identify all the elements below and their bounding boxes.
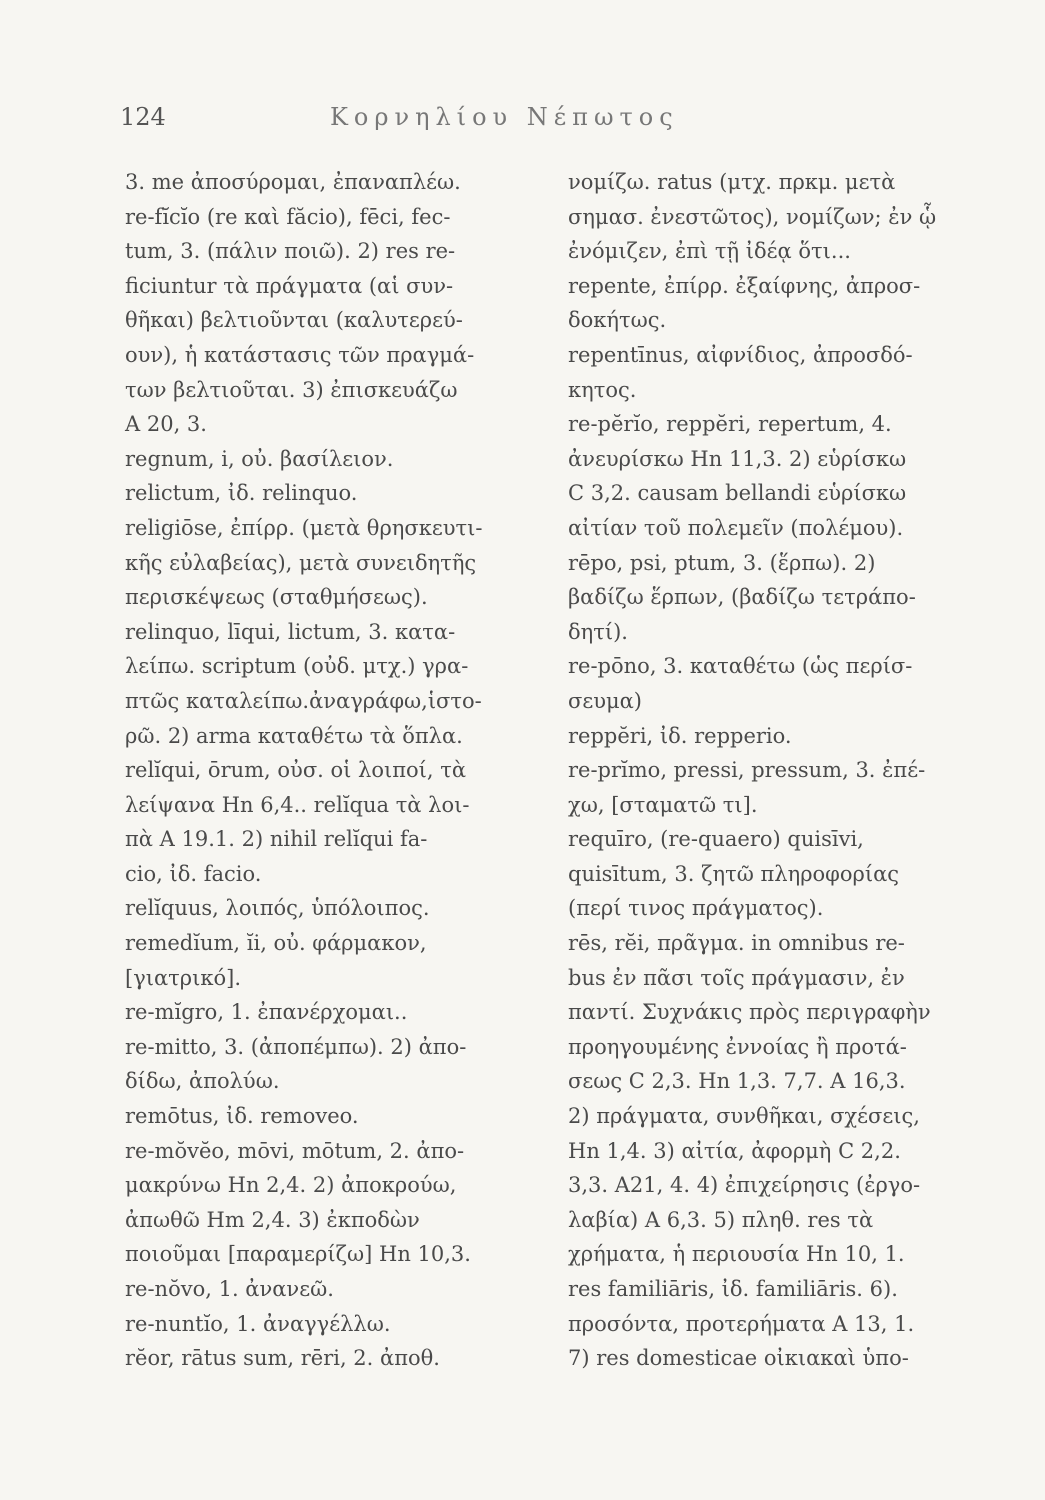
text-line: λείψανα Hn 6,4.. relĭqua τὰ λοι- xyxy=(125,792,470,817)
text-line: rĕor, rātus sum, rēri, 2. ἀποθ. xyxy=(125,1346,440,1371)
text-line: relictum, ἰδ. relinquo. xyxy=(125,481,358,506)
text-line: remōtus, ἰδ. removeo. xyxy=(125,1104,359,1129)
text-line: bus ἐν πᾶσι τοῖς πράγμασιν, ἐν xyxy=(568,965,905,990)
right-column xyxy=(568,165,998,1376)
text-line: ἀνευρίσκω Hn 11,3. 2) εὑρίσκω xyxy=(568,446,907,471)
text-line: res familiāris, ἰδ. familiāris. 6). xyxy=(568,1277,898,1301)
text-line: quisītum, 3. ζητῶ πληροφορίας xyxy=(568,861,900,886)
text-line: re-mitto, 3. (ἀποπέμπω). 2) ἀπο- xyxy=(125,1034,467,1059)
text-line: κητος. xyxy=(568,377,637,402)
text-line: θῆκαι) βελτιοῦνται (καλυτερεύ- xyxy=(125,308,463,333)
text-line: reppĕri, ἰδ. repperio. xyxy=(568,723,792,748)
text-line: λαβία) A 6,3. 5) πληθ. res τὰ xyxy=(568,1207,874,1232)
text-line: δοκήτως. xyxy=(568,308,667,333)
text-line: προσόντα, προτερήματα A 13, 1. xyxy=(568,1311,915,1336)
text-line: (περί τινος πράγματος). xyxy=(568,896,824,921)
page-number: 124 xyxy=(120,103,166,131)
text-line: remedĭum, ĭi, οὐ. φάρμακον, xyxy=(125,931,427,956)
text-line: re-pĕrĭo, reppĕri, repertum, 4. xyxy=(568,412,892,437)
text-line: ἐνόμιζεν, ἐπὶ τῇ ἰδέᾳ ὅτι... xyxy=(568,239,851,264)
text-line: re-mĭgro, 1. ἐπανέρχομαι.. xyxy=(125,1000,408,1025)
text-line: ποιοῦμαι [παραμερίζω] Hn 10,3. xyxy=(125,1242,471,1267)
text-line: ἀπωθῶ Hm 2,4. 3) ἐκποδὼν xyxy=(125,1207,420,1232)
text-line: λείπω. scriptum (οὐδ. μτχ.) γρα- xyxy=(125,654,469,679)
text-line: regnum, i, οὐ. βασίλειον. xyxy=(125,446,394,471)
text-line: 3. me ἀποσύρομαι, ἐπαναπλέω. xyxy=(125,170,461,194)
text-line: [γιατρικό]. xyxy=(125,965,241,990)
text-line: re-nŏvo, 1. ἀνανεῶ. xyxy=(125,1277,334,1301)
text-line: ρῶ. 2) arma καταθέτω τὰ ὅπλα. xyxy=(125,723,463,748)
text-line: repentīnus, αἰφνίδιος, ἀπροσδό- xyxy=(568,342,913,367)
text-line: κῆς εὐλαβείας), μετὰ συνειδητῆς xyxy=(125,550,477,575)
text-line: rēpo, psi, ptum, 3. (ἕρπω). 2) xyxy=(568,550,876,575)
text-line: religiōse, ἐπίρρ. (μετὰ θρησκευτι- xyxy=(125,515,483,540)
text-line: re-mŏvĕo, mōvi, mōtum, 2. ἀπο- xyxy=(125,1138,465,1163)
text-line: σευμα) xyxy=(568,688,643,713)
text-line: relinquo, līqui, lictum, 3. κατα- xyxy=(125,619,456,644)
text-line: Hn 1,4. 3) αἰτία, ἀφορμὴ C 2,2. xyxy=(568,1138,901,1163)
text-line: repente, ἐπίρρ. ἐξαίφνης, ἀπροσ- xyxy=(568,273,921,298)
text-line: δίδω, ἀπολύω. xyxy=(125,1069,280,1094)
text-line: 7) res domesticae οἰκιακαὶ ὑπο- xyxy=(568,1346,909,1371)
text-line: rēs, rĕi, πρᾶγμα. in omnibus re- xyxy=(568,931,905,956)
text-line: re-fĭcĭo (re καὶ făcio), fēci, fec- xyxy=(125,204,451,229)
left-column xyxy=(125,165,545,1376)
page-header xyxy=(120,103,950,143)
text-line: re-prĭmo, pressi, pressum, 3. ἐπέ- xyxy=(568,758,926,783)
text-line: ουν), ἡ κατάστασις τῶν πραγμά- xyxy=(125,342,475,367)
text-line: re-pōno, 3. καταθέτω (ὡς περίσ- xyxy=(568,654,913,679)
text-line: tum, 3. (πάλιν ποιῶ). 2) res re- xyxy=(125,239,456,264)
text-line: cio, ἰδ. facio. xyxy=(125,861,262,886)
text-line: προηγουμένης ἐννοίας ἢ προτά- xyxy=(568,1034,907,1059)
text-line: των βελτιοῦται. 3) ἐπισκευάζω xyxy=(125,377,458,402)
text-line: πὰ A 19.1. 2) nihil relĭqui fa- xyxy=(125,827,428,852)
text-line: πτῶς καταλείπω.ἀναγράφω,ἱστο- xyxy=(125,688,482,713)
text-line: relĭqui, ōrum, οὐσ. οἱ λοιποί, τὰ xyxy=(125,758,467,783)
text-line: requīro, (re-quaero) quisīvi, xyxy=(568,827,864,852)
text-line: σημασ. ἐνεστῶτος), νομίζων; ἐν ᾧ xyxy=(568,204,937,229)
text-line: βαδίζω ἕρπων, (βαδίζω τετράπο- xyxy=(568,585,916,610)
text-line: ficiuntur τὰ πράγματα (αἱ συν- xyxy=(125,273,454,298)
text-line: χρήματα, ἡ περιουσία Hn 10, 1. xyxy=(568,1242,905,1267)
text-line: C 3,2. causam bellandi εὑρίσκω xyxy=(568,481,907,506)
text-line: σεως C 2,3. Hn 1,3. 7,7. A 16,3. xyxy=(568,1069,906,1094)
running-title: Κορνηλίου Νέπωτος xyxy=(330,103,679,131)
text-line: A 20, 3. xyxy=(125,412,207,437)
text-line: 3,3. A21, 4. 4) ἐπιχείρησις (ἐργο- xyxy=(568,1173,921,1198)
text-line: re-nuntĭo, 1. ἀναγγέλλω. xyxy=(125,1311,391,1336)
text-line: χω, [σταματῶ τι]. xyxy=(568,792,758,817)
text-line: περισκέψεως (σταθμήσεως). xyxy=(125,585,428,610)
text-line: αἰτίαν τοῦ πολεμεῖν (πολέμου). xyxy=(568,515,904,540)
text-line: relĭquus, λοιπός, ὑπόλοιπος. xyxy=(125,896,430,921)
text-line: νομίζω. ratus (μτχ. πρκμ. μετὰ xyxy=(568,170,896,194)
text-line: παντί. Συχνάκις πρὸς περιγραφὴν xyxy=(568,1000,931,1025)
text-line: 2) πράγματα, συνθῆκαι, σχέσεις, xyxy=(568,1104,920,1129)
text-line: δητί). xyxy=(568,619,628,644)
text-line: μακρύνω Hn 2,4. 2) ἀποκρούω, xyxy=(125,1173,457,1198)
